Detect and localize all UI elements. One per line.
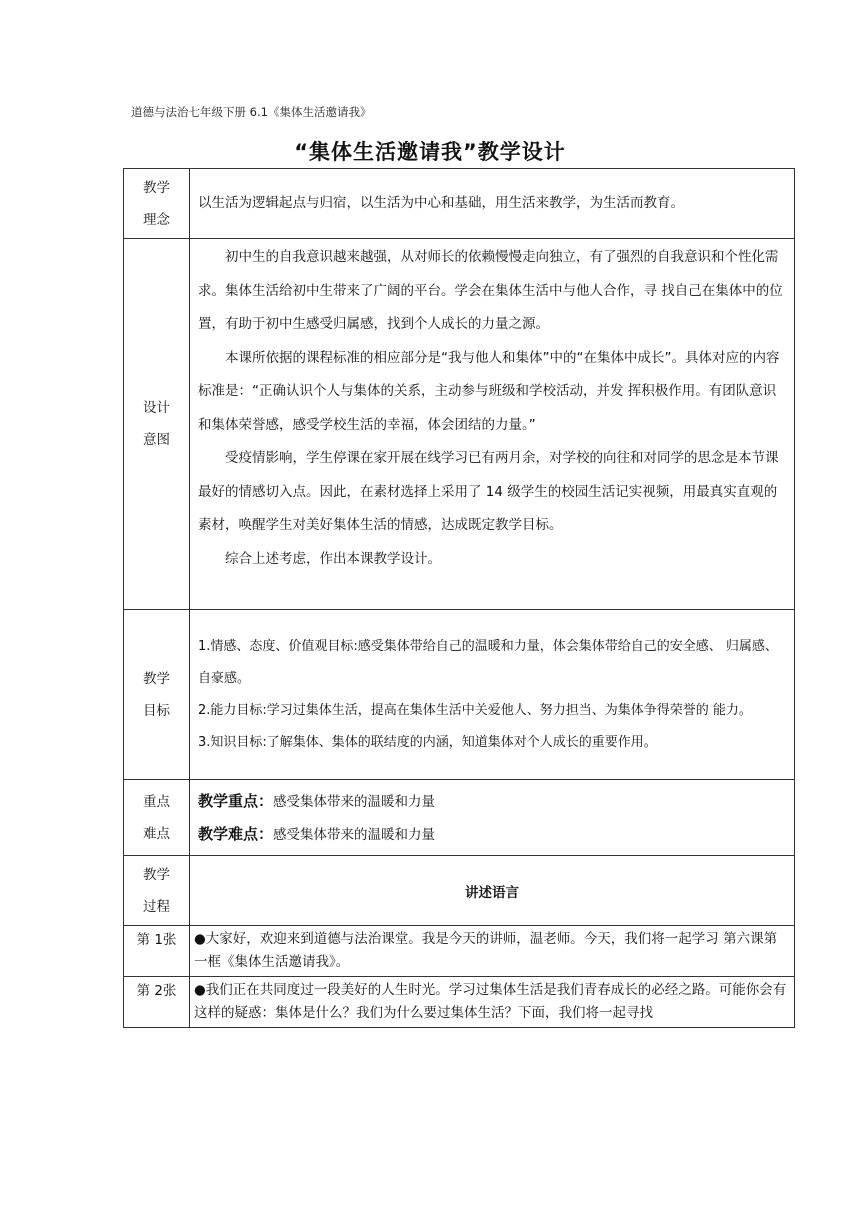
table-row-process (124, 856, 795, 926)
difficult-point (198, 818, 786, 851)
intent-paragraph-1: 初中生的自我意识越来越强，从对师长的依赖慢慢走向独立，有了强烈的自我意识和个性化需求。集体生活给初中生带来了广阔的平台。学会在集体生活中与他人合作，寻 找自己在集体中的位置，有助于初中生感受归属感，找到个人成长的力量之源。 (198, 249, 783, 332)
process-heading: 讲述语言 (190, 856, 795, 926)
table-row-slide-1 (124, 926, 795, 977)
label-line: 教学 (143, 179, 170, 196)
label-line: 设计 (143, 400, 170, 416)
row-label-intent (124, 239, 190, 610)
row-label-process (124, 856, 190, 926)
intent-paragraph-3: 受疫情影响，学生停课在家开展在线学习已有两月余，对学校的向往和对同学的思念是本节课最好的情感切入点。因此，在素材选择上采用了 14 级学生的校园生活记实视频，用最真实直观的素材，唤醒学生对美好集体生活的情感，达成既定教学目标。 (198, 450, 779, 533)
difficult-point-label: 教学难点： (198, 824, 274, 843)
document-title: “集体生活邀请我”教学设计 (294, 140, 566, 164)
label-line: 难点 (143, 825, 170, 842)
concept-text: 以生活为逻辑起点与归宿，以生活为中心和基础，用生活来教学，为生活而教育。 (190, 169, 795, 239)
key-point (198, 785, 786, 818)
goal-item-3: 3.知识目标:了解集体、集体的联结度的内涵，知道集体对个人成长的重要作用。 (198, 734, 657, 750)
table-row-key (124, 780, 795, 856)
row-label-goals (124, 610, 190, 780)
table-row-goals (124, 610, 795, 780)
row-label-key (124, 780, 190, 856)
goals-content (190, 610, 795, 780)
key-content (190, 780, 795, 856)
difficult-point-text: 感受集体带来的温暖和力量 (273, 826, 436, 843)
label-line: 理念 (143, 211, 170, 228)
label-line: 意图 (143, 432, 170, 448)
row-label-concept (124, 169, 190, 239)
key-point-text: 感受集体带来的温暖和力量 (273, 793, 436, 810)
label-line: 重点 (143, 793, 170, 810)
label-line: 教学 (143, 866, 170, 883)
table-row-slide-2 (124, 977, 795, 1028)
table-row-concept (124, 169, 795, 239)
intent-paragraph-4: 综合上述考虑，作出本课教学设计。 (225, 550, 441, 567)
slide-text: ●我们正在共同度过一段美好的人生时光。学习过集体生活是我们青春成长的必经之路。可能你会有这样的疑惑：集体是什么？我们为什么要过集体生活？下面，我们将一起寻找 (190, 977, 795, 1028)
slide-text: ●大家好，欢迎来到道德与法治课堂。我是今天的讲师，温老师。今天，我们将一起学习 第六课第一框《集体生活邀请我》。 (190, 926, 795, 977)
slide-label: 第 2张 (124, 977, 190, 1028)
goal-item-2: 2.能力目标:学习过集体生活，提高在集体生活中关爱他人、努力担当、为集体争得荣誉的 能力。 (198, 702, 752, 718)
table-row-intent (124, 239, 795, 610)
document-header: 道德与法治七年级下册 6.1《集体生活邀请我》 (131, 105, 372, 119)
label-line: 目标 (143, 702, 170, 719)
intent-paragraph-2: 本课所依据的课程标准的相应部分是“我与他人和集体”中的“在集体中成长”。具体对应的内容标准是：“正确认识个人与集体的关系，主动参与班级和学校活动，并发 挥积极作用。有团队意识和集体荣誉感，感受学校生活的幸福，体会团结的力量。” (198, 349, 780, 433)
key-point-label: 教学重点： (198, 791, 274, 810)
label-line: 过程 (143, 898, 170, 915)
intent-content (190, 239, 795, 610)
slide-label: 第 1张 (124, 926, 190, 977)
label-line: 教学 (143, 670, 170, 687)
lesson-design-table (123, 168, 795, 1028)
goal-item-1: 1.情感、态度、价值观目标:感受集体带给自己的温暖和力量，体会集体带给自己的安全感、 归属感、自豪感。 (198, 638, 778, 686)
